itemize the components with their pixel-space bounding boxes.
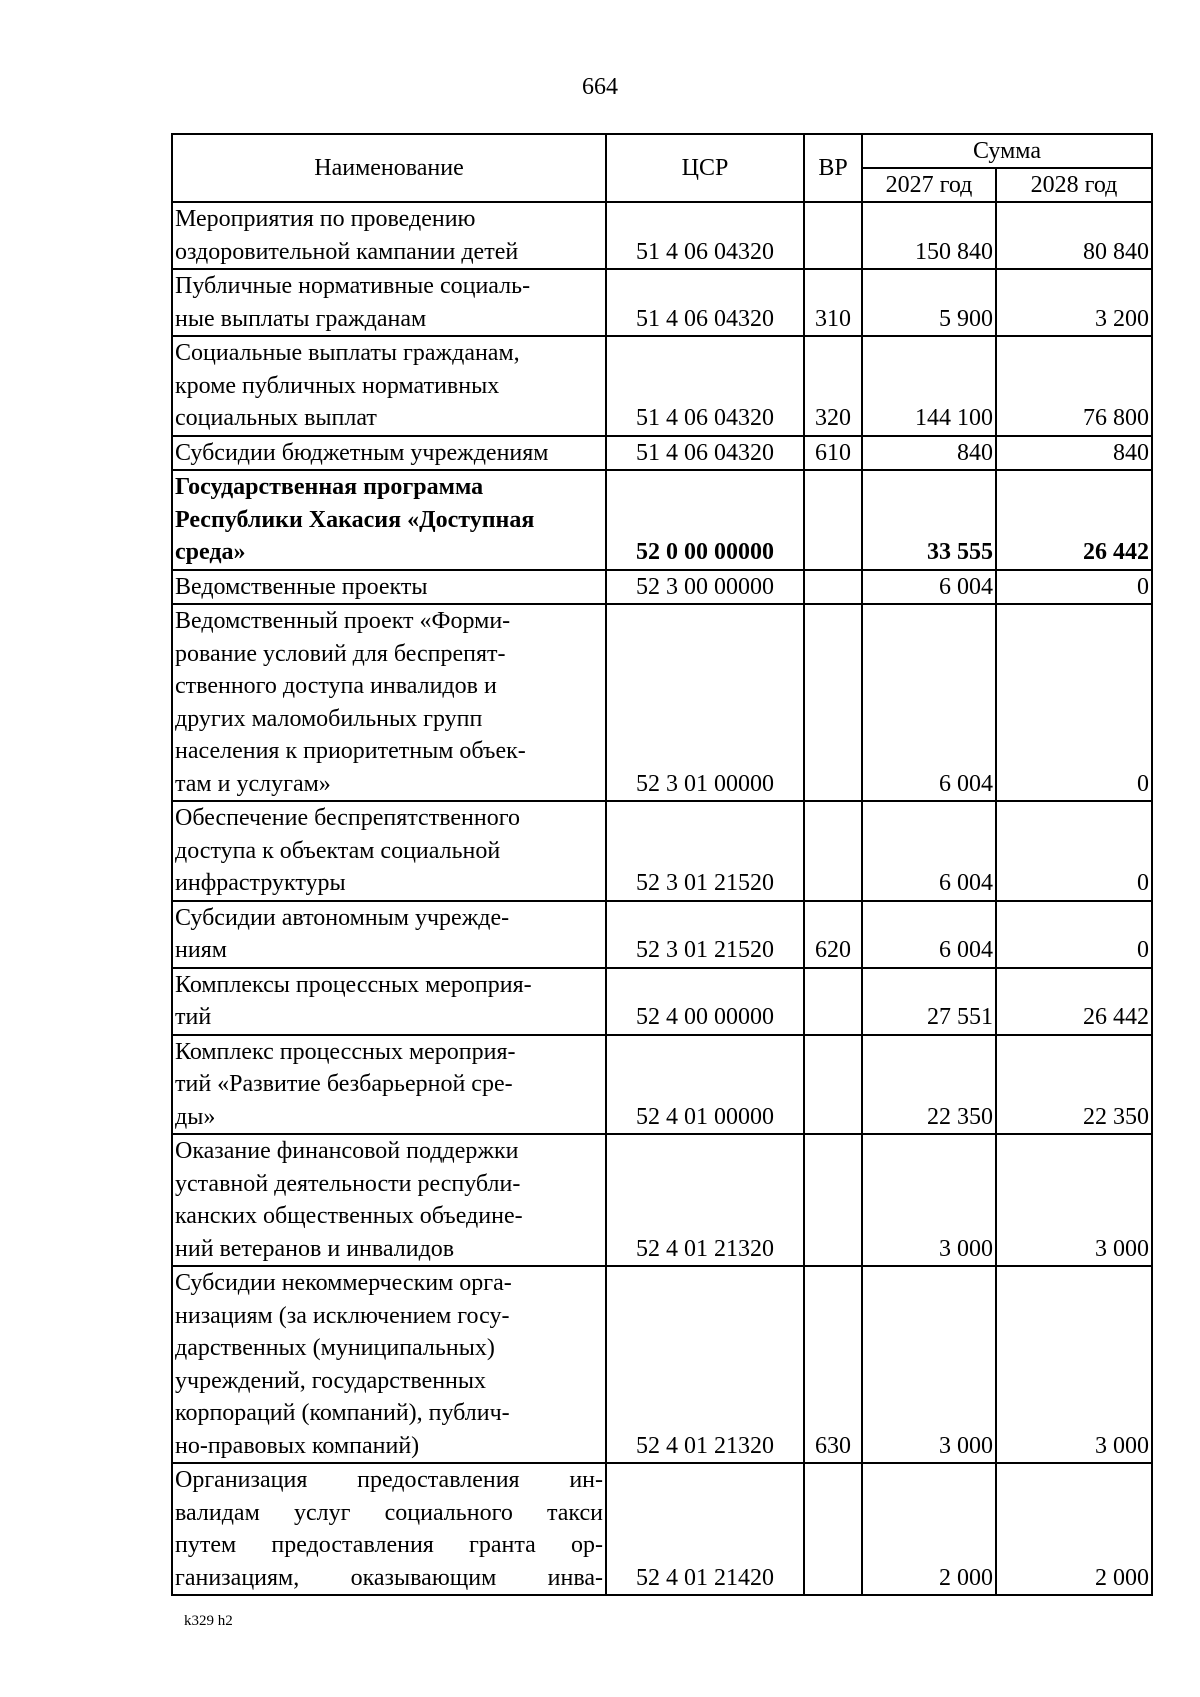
header-year-2027: 2027 год xyxy=(862,168,996,202)
row-name-line: ганизациям, оказывающим инва- xyxy=(175,1564,603,1591)
row-vr: 320 xyxy=(804,336,862,436)
row-name xyxy=(172,1463,606,1595)
row-sum-2027: 840 xyxy=(862,436,996,471)
budget-table xyxy=(171,133,1153,1596)
row-sum-2028: 26 442 xyxy=(996,470,1152,570)
row-vr: 630 xyxy=(804,1266,862,1463)
row-name-line: дарственных (муниципальных) xyxy=(175,1335,495,1361)
row-name-line: ственного доступа инвалидов и xyxy=(175,673,497,699)
row-sum-2028: 0 xyxy=(996,604,1152,801)
row-vr xyxy=(804,202,862,269)
table-row xyxy=(172,604,1152,801)
row-name xyxy=(172,1266,606,1463)
header-csr: ЦСР xyxy=(606,134,804,202)
row-name-line: Организация предоставления ин- xyxy=(175,1467,603,1493)
row-name-line: Ведомственный проект «Форми- xyxy=(175,608,511,634)
row-name xyxy=(172,1035,606,1135)
row-sum-2028: 0 xyxy=(996,801,1152,901)
row-name xyxy=(172,1134,606,1266)
header-name: Наименование xyxy=(172,134,606,202)
row-name-line: канских общественных объедине- xyxy=(175,1203,523,1229)
row-vr xyxy=(804,470,862,570)
row-name-line: Оказание финансовой поддержки xyxy=(175,1138,519,1164)
row-sum-2027: 3 000 xyxy=(862,1134,996,1266)
row-vr xyxy=(804,968,862,1035)
table-row xyxy=(172,1266,1152,1463)
table-body xyxy=(172,202,1152,1595)
row-name xyxy=(172,336,606,436)
table-row xyxy=(172,968,1152,1035)
row-vr: 310 xyxy=(804,269,862,336)
table-row xyxy=(172,269,1152,336)
row-name xyxy=(172,570,606,605)
row-name-line: Субсидии некоммерческим орга- xyxy=(175,1270,512,1296)
row-name-line: тий xyxy=(175,1004,212,1030)
row-csr: 52 3 01 21520 xyxy=(606,901,804,968)
row-name-line: Комплексы процессных мероприя- xyxy=(175,971,532,998)
row-name-line: среда» xyxy=(175,539,246,565)
row-name-line: Государственная программа xyxy=(175,474,484,500)
row-sum-2028: 840 xyxy=(996,436,1152,471)
row-name-line: тий «Развитие безбарьерной сре- xyxy=(175,1071,513,1097)
row-sum-2028: 22 350 xyxy=(996,1035,1152,1135)
row-name-line: рование условий для беспрепят- xyxy=(175,640,506,667)
table-row xyxy=(172,1134,1152,1266)
row-sum-2028: 26 442 xyxy=(996,968,1152,1035)
row-name-line: Субсидии автономным учрежде- xyxy=(175,904,510,931)
footer-code: k329 h2 xyxy=(184,1613,233,1629)
row-name-line: ные выплаты гражданам xyxy=(175,305,427,332)
row-sum-2027: 2 000 xyxy=(862,1463,996,1595)
row-name-line: Социальные выплаты гражданам, xyxy=(175,340,520,366)
row-name xyxy=(172,604,606,801)
row-name xyxy=(172,901,606,968)
header-sum: Сумма xyxy=(862,134,1152,168)
row-name-line: там и услугам» xyxy=(175,770,331,797)
row-sum-2027: 22 350 xyxy=(862,1035,996,1135)
row-vr xyxy=(804,570,862,605)
row-name-line: Мероприятия по проведению xyxy=(175,206,476,232)
row-vr xyxy=(804,604,862,801)
row-name-line: Публичные нормативные социаль- xyxy=(175,273,531,299)
row-csr: 51 4 06 04320 xyxy=(606,269,804,336)
row-sum-2027: 3 000 xyxy=(862,1266,996,1463)
row-vr: 620 xyxy=(804,901,862,968)
row-csr: 52 3 01 00000 xyxy=(606,604,804,801)
row-name-line: инфраструктуры xyxy=(175,870,346,896)
row-name xyxy=(172,801,606,901)
row-name-line: социальных выплат xyxy=(175,405,377,431)
page-number: 664 xyxy=(582,74,618,100)
row-name-line: других маломобильных групп xyxy=(175,705,483,732)
row-name-line: ниям xyxy=(175,937,227,963)
row-name-line: ний ветеранов и инвалидов xyxy=(175,1235,455,1262)
row-sum-2028: 3 000 xyxy=(996,1266,1152,1463)
table-row xyxy=(172,570,1152,605)
table-row xyxy=(172,1035,1152,1135)
row-name-line: оздоровительной кампании детей xyxy=(175,238,519,265)
row-csr: 52 4 01 21320 xyxy=(606,1134,804,1266)
row-name xyxy=(172,470,606,570)
table-row xyxy=(172,901,1152,968)
row-name-line: кроме публичных нормативных xyxy=(175,372,500,399)
table-row xyxy=(172,436,1152,471)
row-sum-2027: 150 840 xyxy=(862,202,996,269)
row-csr: 52 4 01 00000 xyxy=(606,1035,804,1135)
row-vr xyxy=(804,1035,862,1135)
header-vr: ВР xyxy=(804,134,862,202)
row-sum-2027: 33 555 xyxy=(862,470,996,570)
row-sum-2028: 2 000 xyxy=(996,1463,1152,1595)
row-name-line: Республики Хакасия «Доступная xyxy=(175,506,535,533)
row-vr: 610 xyxy=(804,436,862,471)
row-sum-2027: 144 100 xyxy=(862,336,996,436)
row-name-line: но-правовых компаний) xyxy=(175,1432,420,1459)
row-csr: 51 4 06 04320 xyxy=(606,202,804,269)
table-row xyxy=(172,336,1152,436)
row-sum-2028: 3 000 xyxy=(996,1134,1152,1266)
row-name-line: валидам услуг социального такси xyxy=(175,1499,603,1526)
row-csr: 52 0 00 00000 xyxy=(606,470,804,570)
row-name-line: Обеспечение беспрепятственного xyxy=(175,805,520,831)
row-sum-2028: 80 840 xyxy=(996,202,1152,269)
row-sum-2027: 27 551 xyxy=(862,968,996,1035)
row-name xyxy=(172,269,606,336)
row-sum-2027: 6 004 xyxy=(862,801,996,901)
row-vr xyxy=(804,801,862,901)
row-name-line: населения к приоритетным объек- xyxy=(175,738,526,764)
row-name-line: уставной деятельности республи- xyxy=(175,1170,521,1197)
row-vr xyxy=(804,1463,862,1595)
table-row xyxy=(172,1463,1152,1595)
table-row xyxy=(172,202,1152,269)
row-sum-2027: 5 900 xyxy=(862,269,996,336)
row-vr xyxy=(804,1134,862,1266)
table-row xyxy=(172,801,1152,901)
row-name-line: Субсидии бюджетным учреждениям xyxy=(175,439,549,466)
header-year-2028: 2028 год xyxy=(996,168,1152,202)
row-name-line: путем предоставления гранта ор- xyxy=(175,1532,603,1558)
row-csr: 52 3 01 21520 xyxy=(606,801,804,901)
row-name-line: учреждений, государственных xyxy=(175,1367,487,1394)
row-csr: 52 4 00 00000 xyxy=(606,968,804,1035)
row-name-line: корпораций (компаний), публич- xyxy=(175,1400,510,1426)
row-sum-2027: 6 004 xyxy=(862,901,996,968)
row-csr: 52 4 01 21320 xyxy=(606,1266,804,1463)
row-sum-2027: 6 004 xyxy=(862,604,996,801)
row-name xyxy=(172,202,606,269)
table-row xyxy=(172,470,1152,570)
row-name-line: Комплекс процессных мероприя- xyxy=(175,1038,516,1065)
row-csr: 51 4 06 04320 xyxy=(606,436,804,471)
row-sum-2028: 3 200 xyxy=(996,269,1152,336)
row-name xyxy=(172,968,606,1035)
row-name-line: низациям (за исключением госу- xyxy=(175,1302,510,1329)
row-name xyxy=(172,436,606,471)
row-csr: 51 4 06 04320 xyxy=(606,336,804,436)
row-sum-2028: 0 xyxy=(996,570,1152,605)
row-name-line: доступа к объектам социальной xyxy=(175,837,501,864)
row-sum-2028: 76 800 xyxy=(996,336,1152,436)
row-sum-2028: 0 xyxy=(996,901,1152,968)
row-csr: 52 3 00 00000 xyxy=(606,570,804,605)
row-sum-2027: 6 004 xyxy=(862,570,996,605)
row-name-line: ды» xyxy=(175,1103,216,1130)
row-csr: 52 4 01 21420 xyxy=(606,1463,804,1595)
row-name-line: Ведомственные проекты xyxy=(175,573,428,600)
